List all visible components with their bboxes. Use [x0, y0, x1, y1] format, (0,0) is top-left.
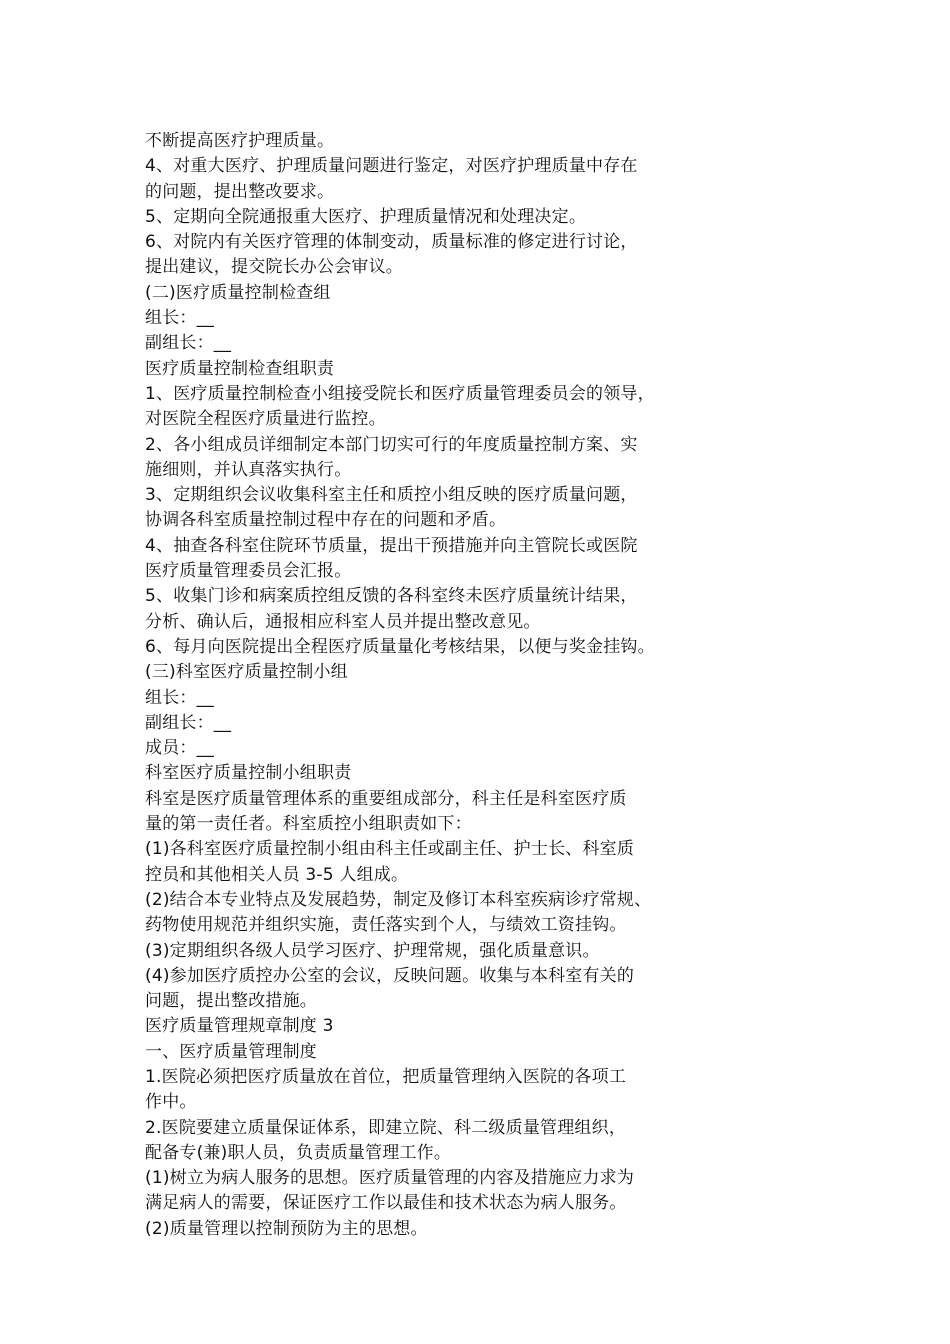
text-line: (3)定期组织各级人员学习医疗、护理常规，强化质量意识。 — [145, 940, 600, 961]
text-line: 药物使用规范并组织实施，责任落实到个人，与绩效工资挂钩。 — [145, 915, 627, 936]
text-line: 1、医疗质量控制检查小组接受院长和医疗质量管理委员会的领导， — [145, 383, 655, 404]
text-line: (1)各科室医疗质量控制小组由科主任或副主任、护士长、科室质 — [145, 839, 635, 860]
text-line: (1)树立为病人服务的思想。医疗质量管理的内容及措施应力求为 — [145, 1168, 635, 1189]
document-body — [145, 129, 715, 1242]
text-line: 作中。 — [145, 1092, 197, 1113]
text-line: 4、对重大医疗、护理质量问题进行鉴定，对医疗护理质量中存在 — [145, 156, 638, 177]
section-heading: (三)科室医疗质量控制小组 — [145, 662, 348, 683]
text-line: 组长：__ — [145, 308, 214, 329]
text-line: 不断提高医疗护理质量。 — [145, 131, 335, 151]
text-line: 6、对院内有关医疗管理的体制变动，质量标准的修定进行讨论， — [145, 232, 638, 253]
text-line: 6、每月向医院提出全程医疗质量量化考核结果，以便与奖金挂钩。 — [145, 636, 655, 657]
text-line: (4)参加医疗质控办公室的会议，反映问题。收集与本科室有关的 — [145, 965, 635, 986]
text-line: (2)结合本专业特点及发展趋势，制定及修订本科室疾病诊疗常规、 — [145, 889, 652, 910]
text-line: 2.医院要建立质量保证体系，即建立院、科二级质量管理组织， — [145, 1117, 627, 1138]
text-line: 5、收集门诊和病案质控组反馈的各科室终未医疗质量统计结果， — [145, 586, 638, 607]
text-line: 2、各小组成员详细制定本部门切实可行的年度质量控制方案、实 — [145, 434, 638, 455]
text-line: 施细则，并认真落实执行。 — [145, 459, 352, 480]
text-line: 的问题，提出整改要求。 — [145, 181, 335, 202]
text-line: 1.医院必须把医疗质量放在首位，把质量管理纳入医院的各项工 — [145, 1066, 627, 1087]
text-line: 成员：__ — [145, 738, 214, 759]
text-line: 配备专(兼)职人员，负责质量管理工作。 — [145, 1142, 452, 1163]
text-line: 协调各科室质量控制过程中存在的问题和矛盾。 — [145, 510, 507, 531]
text-line: 控员和其他相关人员 3-5 人组成。 — [145, 864, 409, 885]
text-line: (2)质量管理以控制预防为主的思想。 — [145, 1218, 428, 1239]
section-heading: 一、医疗质量管理制度 — [145, 1041, 317, 1062]
text-line: 3、定期组织会议收集科室主任和质控小组反映的医疗质量问题， — [145, 485, 638, 506]
text-line: 量的第一责任者。科室质控小组职责如下： — [145, 814, 472, 835]
text-line: 4、抽查各科室住院环节质量，提出干预措施并向主管院长或医院 — [145, 535, 638, 556]
text-line: 分析、确认后，通报相应科室人员并提出整改意见。 — [145, 611, 541, 632]
text-line: 对医院全程医疗质量进行监控。 — [145, 409, 386, 430]
section-heading: 医疗质量管理规章制度 3 — [145, 1016, 334, 1037]
text-line: 组长：__ — [145, 687, 214, 708]
text-line: 满足病人的需要，保证医疗工作以最佳和技术状态为病人服务。 — [145, 1193, 627, 1214]
text-line: 科室是医疗质量管理体系的重要组成部分，科主任是科室医疗质 — [145, 788, 627, 809]
section-heading: 医疗质量控制检查组职责 — [145, 358, 335, 379]
text-line: 副组长：__ — [145, 333, 232, 354]
text-line: 副组长：__ — [145, 712, 232, 733]
text-line: 医疗质量管理委员会汇报。 — [145, 561, 352, 582]
text-line: 问题，提出整改措施。 — [145, 991, 317, 1012]
text-line: 提出建议，提交院长办公会审议。 — [145, 257, 403, 278]
section-heading: 科室医疗质量控制小组职责 — [145, 763, 352, 784]
text-line: 5、定期向全院通报重大医疗、护理质量情况和处理决定。 — [145, 206, 587, 227]
section-heading: (二)医疗质量控制检查组 — [145, 282, 331, 303]
